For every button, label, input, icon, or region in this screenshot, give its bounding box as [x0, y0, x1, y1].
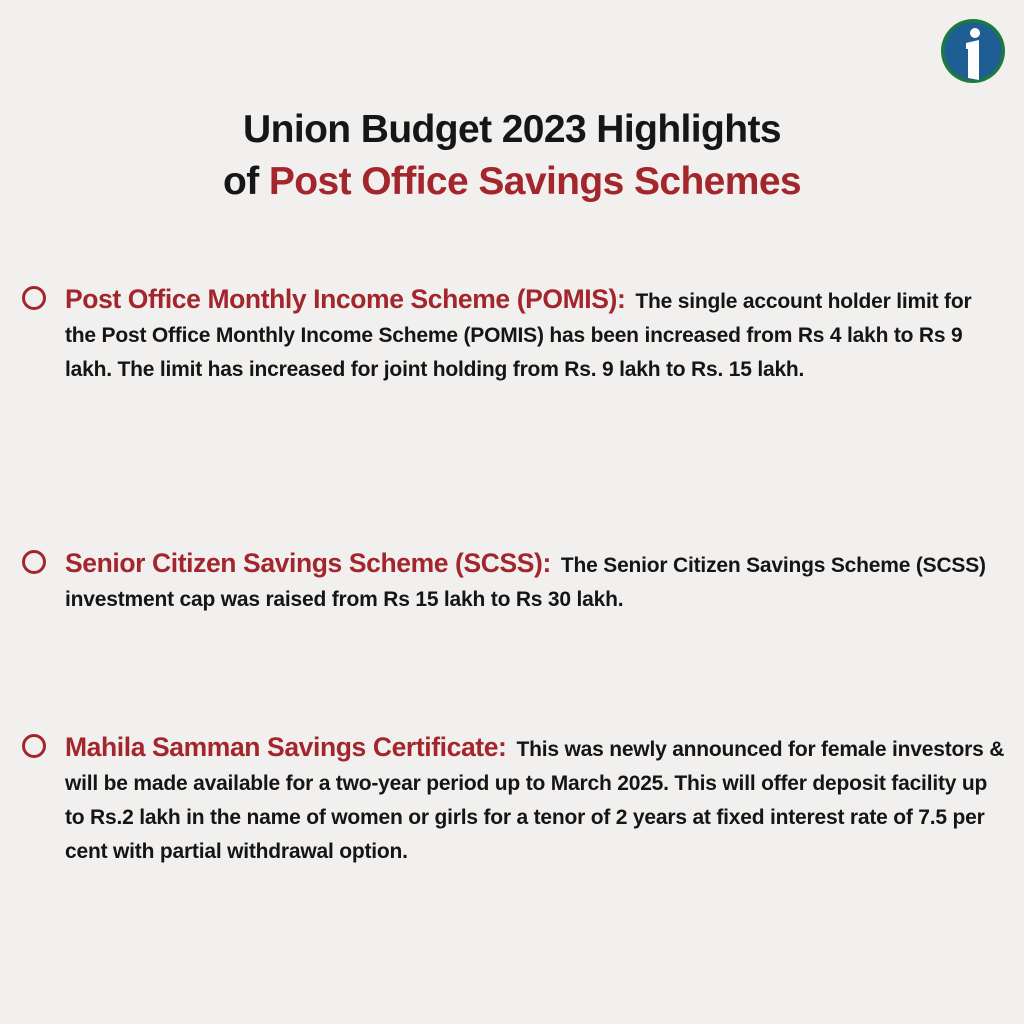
circle-bullet-icon [22, 734, 46, 758]
highlight-heading: Post Office Monthly Income Scheme (POMIS): [65, 284, 626, 314]
circle-bullet-icon [22, 286, 46, 310]
title-prefix: of [222, 160, 259, 203]
highlight-text [65, 546, 1007, 617]
highlight-text [65, 282, 1007, 387]
page-title [0, 104, 1024, 208]
highlight-item-mssc [22, 730, 1007, 869]
brand-logo [940, 18, 1006, 84]
highlight-heading: Mahila Samman Savings Certificate: [65, 732, 507, 762]
highlight-text [65, 730, 1007, 869]
info-i-icon [940, 18, 1006, 84]
title-line-2 [0, 156, 1024, 208]
title-line-1: Union Budget 2023 Highlights [243, 108, 781, 151]
highlight-body: The single account holder limit for the Post Office Monthly Income Scheme (POMIS) has been increased from Rs 4 lakh to Rs 9 lakh. The limit has increased for joint holding from Rs. 9 lakh to Rs. 15 lakh. [65, 290, 972, 381]
highlight-body: This was newly announced for female investors & will be made available for a two-year period up to March 2025. This will offer deposit facility up to Rs.2 lakh in the name of women or girls for a tenor of 2 years at fixed interest rate of 7.5 per cent with partial withdrawal option. [65, 738, 1005, 863]
highlight-item-pomis [22, 282, 1007, 387]
highlight-item-scss [22, 546, 1007, 617]
circle-bullet-icon [22, 550, 46, 574]
title-accent: Post Office Savings Schemes [268, 160, 802, 203]
highlight-heading: Senior Citizen Savings Scheme (SCSS): [65, 548, 551, 578]
highlight-body: The Senior Citizen Savings Scheme (SCSS) investment cap was raised from Rs 15 lakh to Rs 30 lakh. [65, 554, 986, 611]
